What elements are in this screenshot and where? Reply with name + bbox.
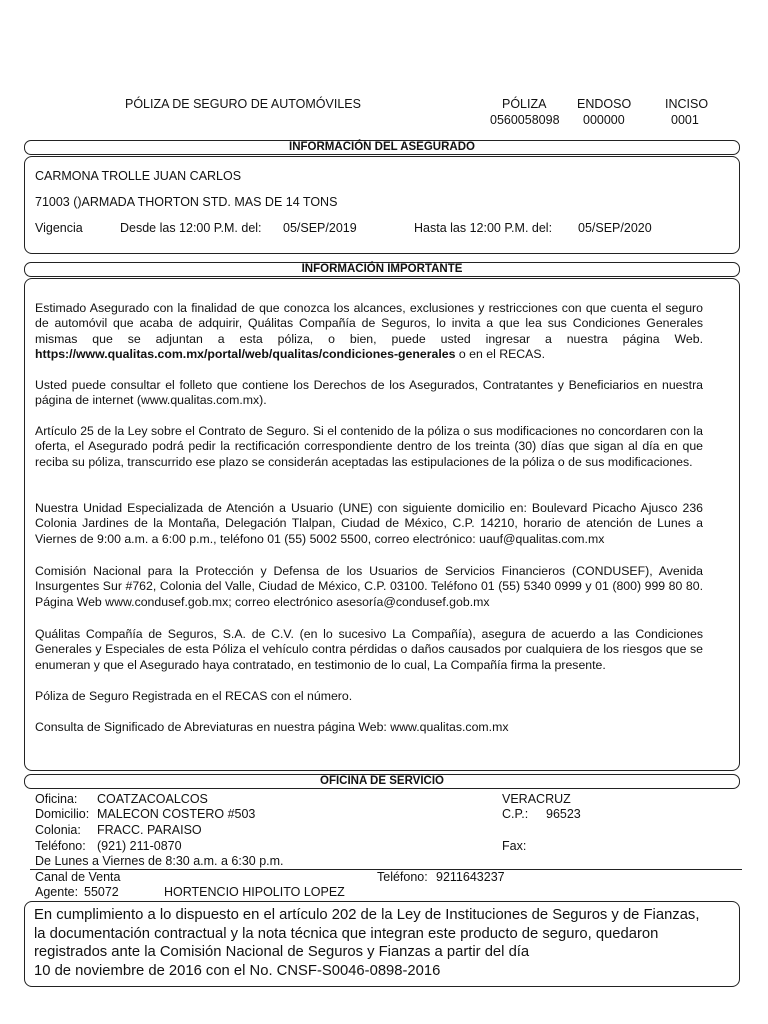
paragraph-condiciones-tail: o en el RECAS.	[455, 346, 546, 361]
legal-notice-line-3: registrados ante la Comisión Nacional de Seguros y Fianzas a partir del día	[34, 944, 530, 960]
oficina-label: Oficina:	[35, 792, 78, 806]
cp-label: C.P.:	[502, 807, 529, 821]
endoso-label: ENDOSO	[577, 97, 632, 111]
estado-value: VERACRUZ	[502, 792, 571, 806]
paragraph-qualitas: Quálitas Compañía de Seguros, S.A. de C.V. (en lo sucesivo La Compañía), asegura de acuerdo a las Condiciones Generales y Especiales de esta Póliza el vehículo contra pérdidas o daños causados por cualquiera de los riesgos que se enumeran y que el Asegurado haya contratado, en testimonio de lo cual, La Compañía firma la presente.	[35, 627, 703, 672]
oficina-value: COATZACOALCOS	[97, 792, 208, 806]
paragraph-condusef: Comisión Nacional para la Protección y Defensa de los Usuarios de Servicios Financieros (CONDUSEF), Avenida Insurgentes Sur #762, Colonia del Valle, Ciudad de México, C.P. 03100. Teléfono 01 (55) 5340 0999 y 01 (800) 999 80 80. Página Web www.condusef.gob.mx; correo electrónico asesoría@condusef.gob.mx	[35, 564, 703, 609]
paragraph-une: Nuestra Unidad Especializada de Atención a Usuario (UNE) con siguiente domicilio en: Boulevard Picacho Ajusco 236 Colonia Jardines de la Montaña, Delegación Tlalpan, Ciudad de México, C.P. 14210, horario de atención de Lunes a Viernes de 9:00 a.m. a 6:00 p.m., teléfono 01 (55) 5002 5500, correo electrónico: uauf@qualitas.com.mx	[35, 501, 703, 546]
poliza-number: 0560058098	[490, 113, 560, 127]
insured-name: CARMONA TROLLE JUAN CARLOS	[35, 169, 242, 183]
cp-value: 96523	[546, 807, 581, 821]
paragraph-recas: Póliza de Seguro Registrada en el RECAS con el número.	[35, 689, 353, 703]
paragraph-condiciones	[35, 301, 703, 362]
colonia-label: Colonia:	[35, 823, 81, 837]
agente-label: Agente:	[35, 885, 79, 899]
telefono-label: Teléfono:	[35, 839, 86, 853]
horario-text: De Lunes a Viernes de 8:30 a.m. a 6:30 p.m.	[35, 854, 284, 868]
legal-notice-line-2: la documentación contractual y la nota técnica que integran este producto de seguro, quedaron	[34, 926, 659, 942]
domicilio-label: Domicilio:	[35, 807, 90, 821]
endoso-number: 000000	[583, 113, 625, 127]
legal-notice-line-4: 10 de noviembre de 2016 con el No. CNSF-S0046-0898-2016	[34, 963, 441, 979]
paragraph-articulo-25: Artículo 25 de la Ley sobre el Contrato de Seguro. Si el contenido de la póliza o sus modificaciones no concordaren con la oferta, el Asegurado podrá pedir la rectificación correspondiente dentro de los treinta (30) días que sigan al día en que reciba su póliza, transcurrido ese plazo se considerán aceptadas las estipulaciones de la póliza o de sus modificaciones.	[35, 424, 703, 469]
agente-name: HORTENCIO HIPOLITO LOPEZ	[164, 885, 345, 899]
section-header-asegurado: INFORMACIÓN DEL ASEGURADO	[24, 140, 740, 155]
desde-label: Desde las 12:00 P.M. del:	[120, 221, 262, 235]
canal-telefono-value: 9211643237	[436, 870, 505, 884]
fax-label: Fax:	[502, 839, 527, 853]
paragraph-folleto: Usted puede consultar el folleto que contiene los Derechos de los Asegurados, Contratantes y Beneficiarios en nuestra página de internet (www.qualitas.com.mx).	[35, 378, 703, 408]
vigencia-label: Vigencia	[35, 221, 83, 235]
domicilio-value: MALECON COSTERO #503	[97, 807, 256, 821]
section-header-importante: INFORMACIÓN IMPORTANTE	[24, 262, 740, 277]
legal-notice-line-1: En cumplimiento a lo dispuesto en el artículo 202 de la Ley de Instituciones de Seguros y de Fianzas,	[34, 907, 700, 923]
document-title: PÓLIZA DE SEGURO DE AUTOMÓVILES	[125, 97, 361, 111]
canal-label: Canal de Venta	[35, 870, 121, 884]
canal-telefono-label: Teléfono:	[377, 870, 428, 884]
agente-number: 55072	[84, 885, 119, 899]
hasta-date: 05/SEP/2020	[578, 221, 652, 235]
section-header-oficina: OFICINA DE SERVICIO	[24, 774, 740, 789]
vehicle-description: 71003 ()ARMADA THORTON STD. MAS DE 14 TONS	[35, 195, 338, 209]
paragraph-abreviaturas: Consulta de Significado de Abreviaturas en nuestra página Web: www.qualitas.com.mx	[35, 720, 509, 734]
paragraph-condiciones-text: Estimado Asegurado con la finalidad de que conozca los alcances, exclusiones y restricciones con que cuenta el seguro de automóvil que acaba de adquirir, Quálitas Compañía de Seguros, lo invita a que lea sus Condiciones Generales mismas que se adjuntan a esta póliza, o bien, puede usted ingresar a nuestra página Web.	[35, 301, 703, 346]
telefono-value: (921) 211-0870	[97, 839, 182, 853]
poliza-label: PÓLIZA	[502, 97, 547, 111]
hasta-label: Hasta las 12:00 P.M. del:	[414, 221, 553, 235]
colonia-value: FRACC. PARAISO	[97, 823, 202, 837]
desde-date: 05/SEP/2019	[283, 221, 357, 235]
condiciones-link[interactable]: https://www.qualitas.com.mx/portal/web/qualitas/condiciones-generales	[35, 346, 456, 361]
inciso-label: INCISO	[665, 97, 709, 111]
inciso-number: 0001	[671, 113, 699, 127]
